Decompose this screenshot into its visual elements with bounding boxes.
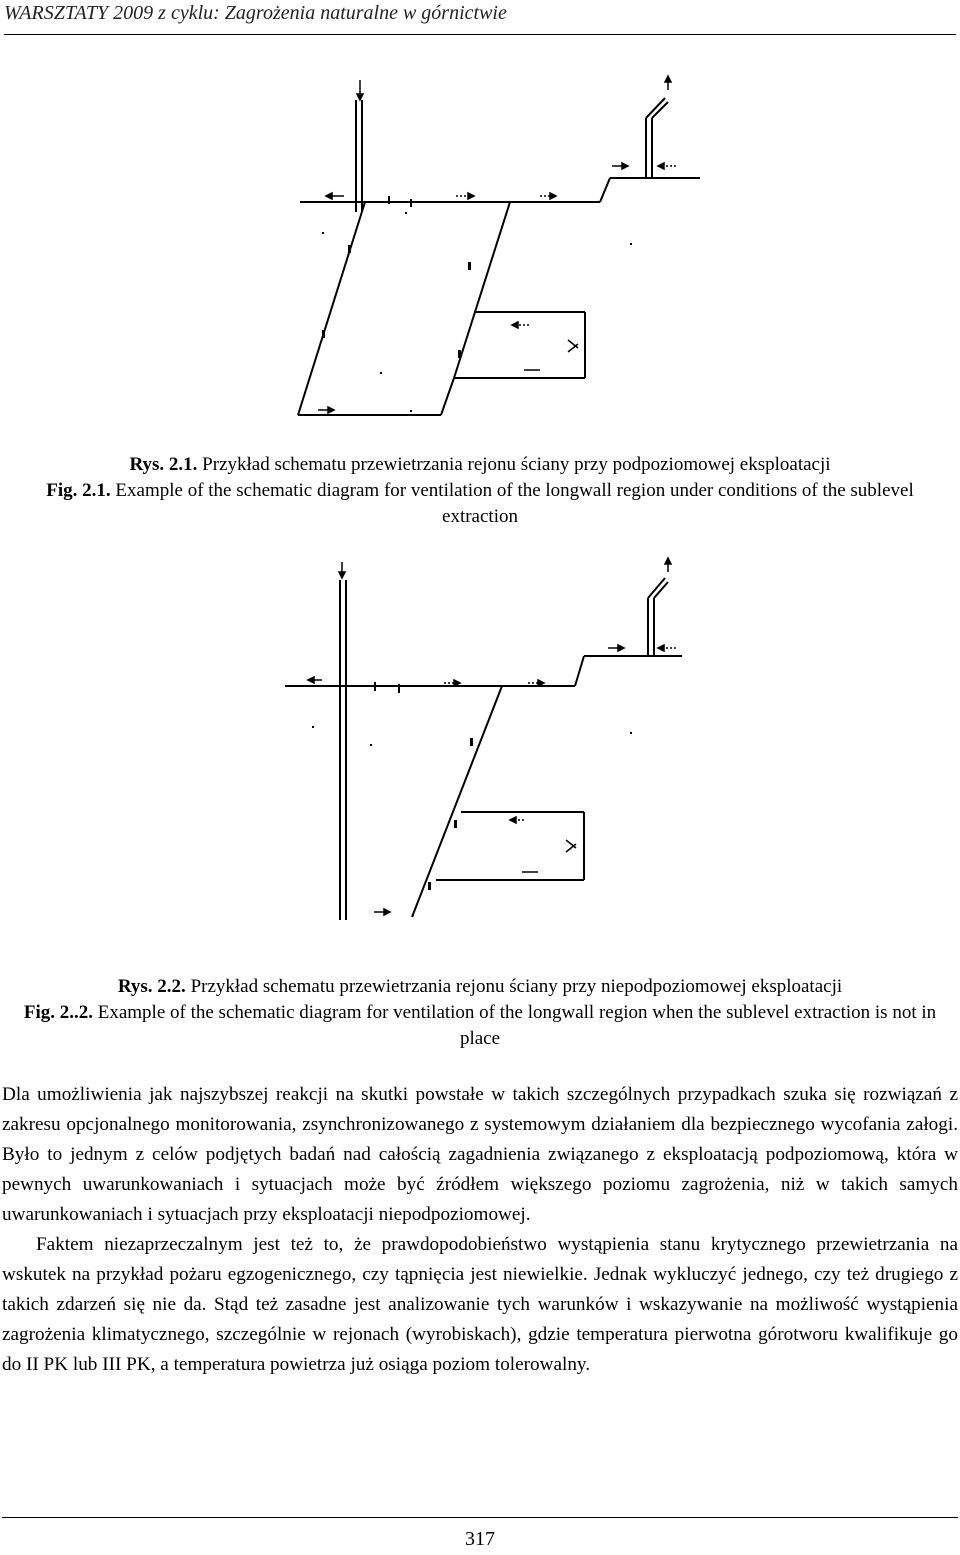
header-title: WARSZTATY 2009 z cyklu: Zagrożenia naturalne w górnictwie [4, 2, 507, 24]
running-header [4, 0, 956, 38]
figure2-label-pl: Rys. 2.2. [117, 976, 186, 997]
figure2-caption-en [0, 1000, 960, 1052]
figure2-caption [0, 974, 960, 1052]
figure1-text-en: Example of the schematic diagram for ventilation of the longwall region under conditions of the sublevel extraction [115, 480, 914, 527]
figure1-svg [260, 68, 700, 428]
figure2-caption-pl [0, 974, 960, 1000]
figure1-caption [0, 452, 960, 530]
figure1-caption-pl [0, 452, 960, 478]
header-rule [4, 34, 956, 35]
figure1-text-pl: Przykład schematu przewietrzania rejonu ściany przy podpoziomowej eksploatacji [202, 454, 831, 475]
footer-rule [2, 1517, 958, 1518]
figure1-ventilation-diagram [260, 68, 700, 428]
page-number: 317 [465, 1528, 495, 1550]
figure2-text-pl: Przykład schematu przewietrzania rejonu ściany przy niepodpoziomowej eksploatacji [190, 976, 843, 997]
figure2-label-en: Fig. 2..2. [23, 1002, 93, 1023]
paragraph-2: Faktem niezaprzeczalnym jest też to, że prawdopodobieństwo wystąpienia stanu krytycznego przewietrzania na wskutek na przykład pożaru egzogenicznego, czy tąpnięcia jest niewielkie. Jednak wykluczyć jednego, czy też drugiego z takich zdarzeń się nie da. Stąd też zasadne jest analizowanie tych warunków i wskazywanie na możliwość wystąpienia zagrożenia klimatycznego, szczególnie w rejonach (wyrobiskach), gdzie temperatura pierwotna górotworu kwalifikuje go do II PK lub III PK, a temperatura powietrza już osiąga poziom tolerowalny. [2, 1234, 958, 1375]
figure1-label-pl: Rys. 2.1. [129, 454, 198, 475]
figure1-caption-en [0, 478, 960, 530]
paragraph-1: Dla umożliwienia jak najszybszej reakcji na skutki powstałe w takich szczególnych przypadkach szuka się rozwiązań z zakresu opcjonalnego monitorowania, zsynchronizowanego z systemowym działaniem dla bezpiecznego wycofania załogi. Było to jednym z celów podjętych badań nad całością zagadnienia związanego z eksploatacją podpoziomową, która w pewnych uwarunkowaniach i sytuacjach może być źródłem większego poziomu zagrożenia, niż w takich samych uwarunkowaniach i sytuacjach przy eksploatacji niepodpoziomowej. [2, 1084, 958, 1225]
figure2-ventilation-diagram [280, 552, 700, 924]
body-text [2, 1080, 958, 1380]
figure2-svg [280, 552, 700, 924]
figure1-label-en: Fig. 2.1. [46, 480, 111, 501]
figure2-text-en: Example of the schematic diagram for ventilation of the longwall region when the sublevel extraction is not in place [97, 1002, 937, 1049]
